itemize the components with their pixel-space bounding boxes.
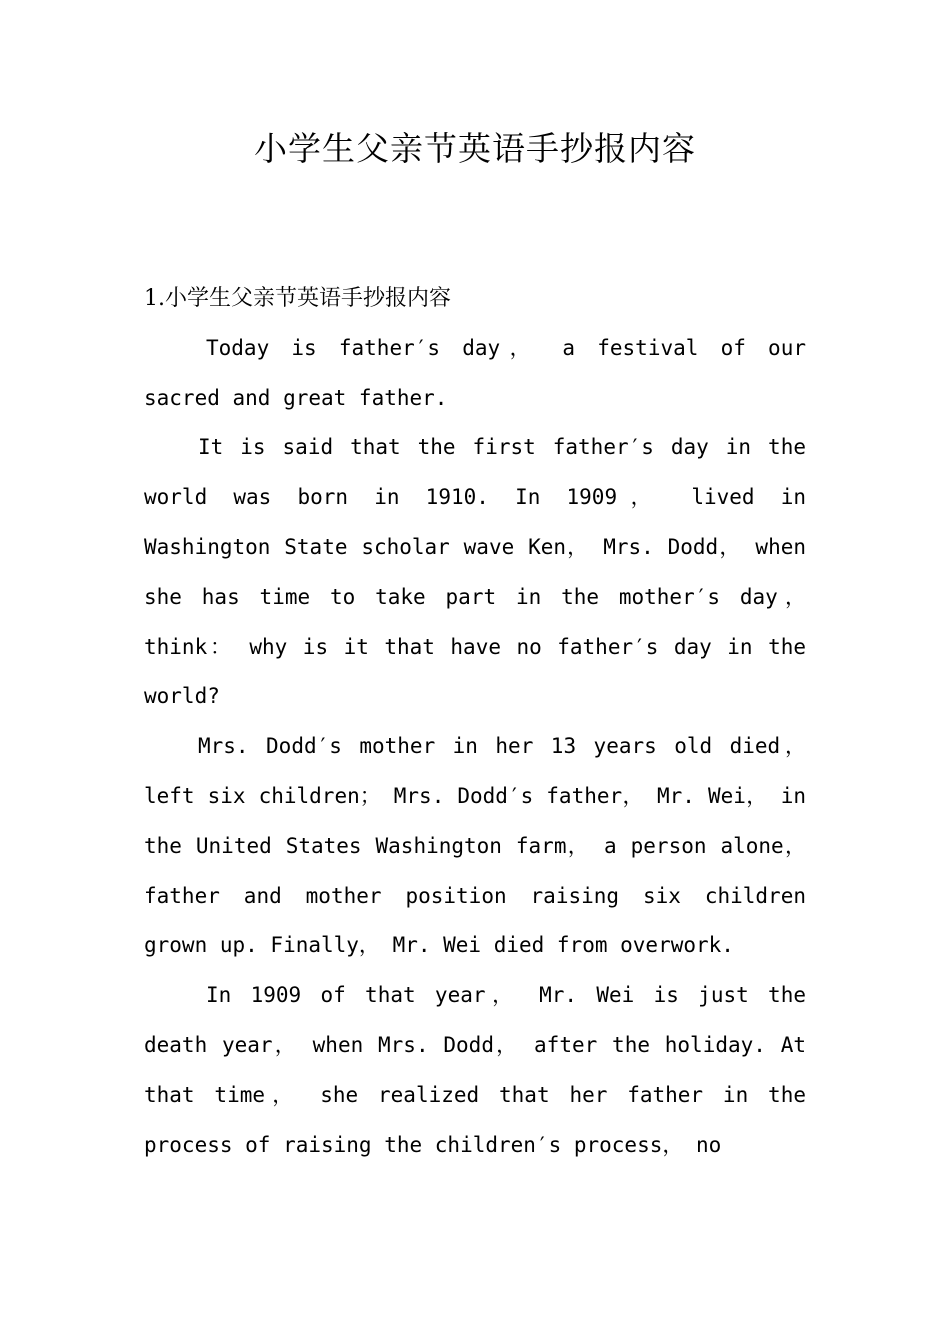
paragraph: In 1909 of that year， Mr. Wei is just the death year， when Mrs. Dodd， after the holiday. At that time， she realized that her father in the process of raising the children′s process， no [144, 983, 806, 1157]
document-body [144, 274, 806, 1170]
paragraph: It is said that the first father′s day in the world was born in 1910. In 1909， lived in Washington State scholar wave Ken， Mrs. Dodd， when she has time to take part in the mother′s day， think： why is it that have no father′s day in the world? [144, 435, 806, 709]
paragraph: Today is father′s day， a festival of our sacred and great father. [144, 335, 806, 410]
section-heading: 1.小学生父亲节英语手抄报内容 [144, 286, 451, 311]
document-title: 小学生父亲节英语手抄报内容 [254, 129, 696, 168]
paragraph: Mrs. Dodd′s mother in her 13 years old died， left six children； Mrs. Dodd′s father， Mr. Wei， in the United States Washington farm， a person alone， father and mother position raising six children grown up. Finally， Mr. Wei died from overwork. [144, 734, 806, 958]
